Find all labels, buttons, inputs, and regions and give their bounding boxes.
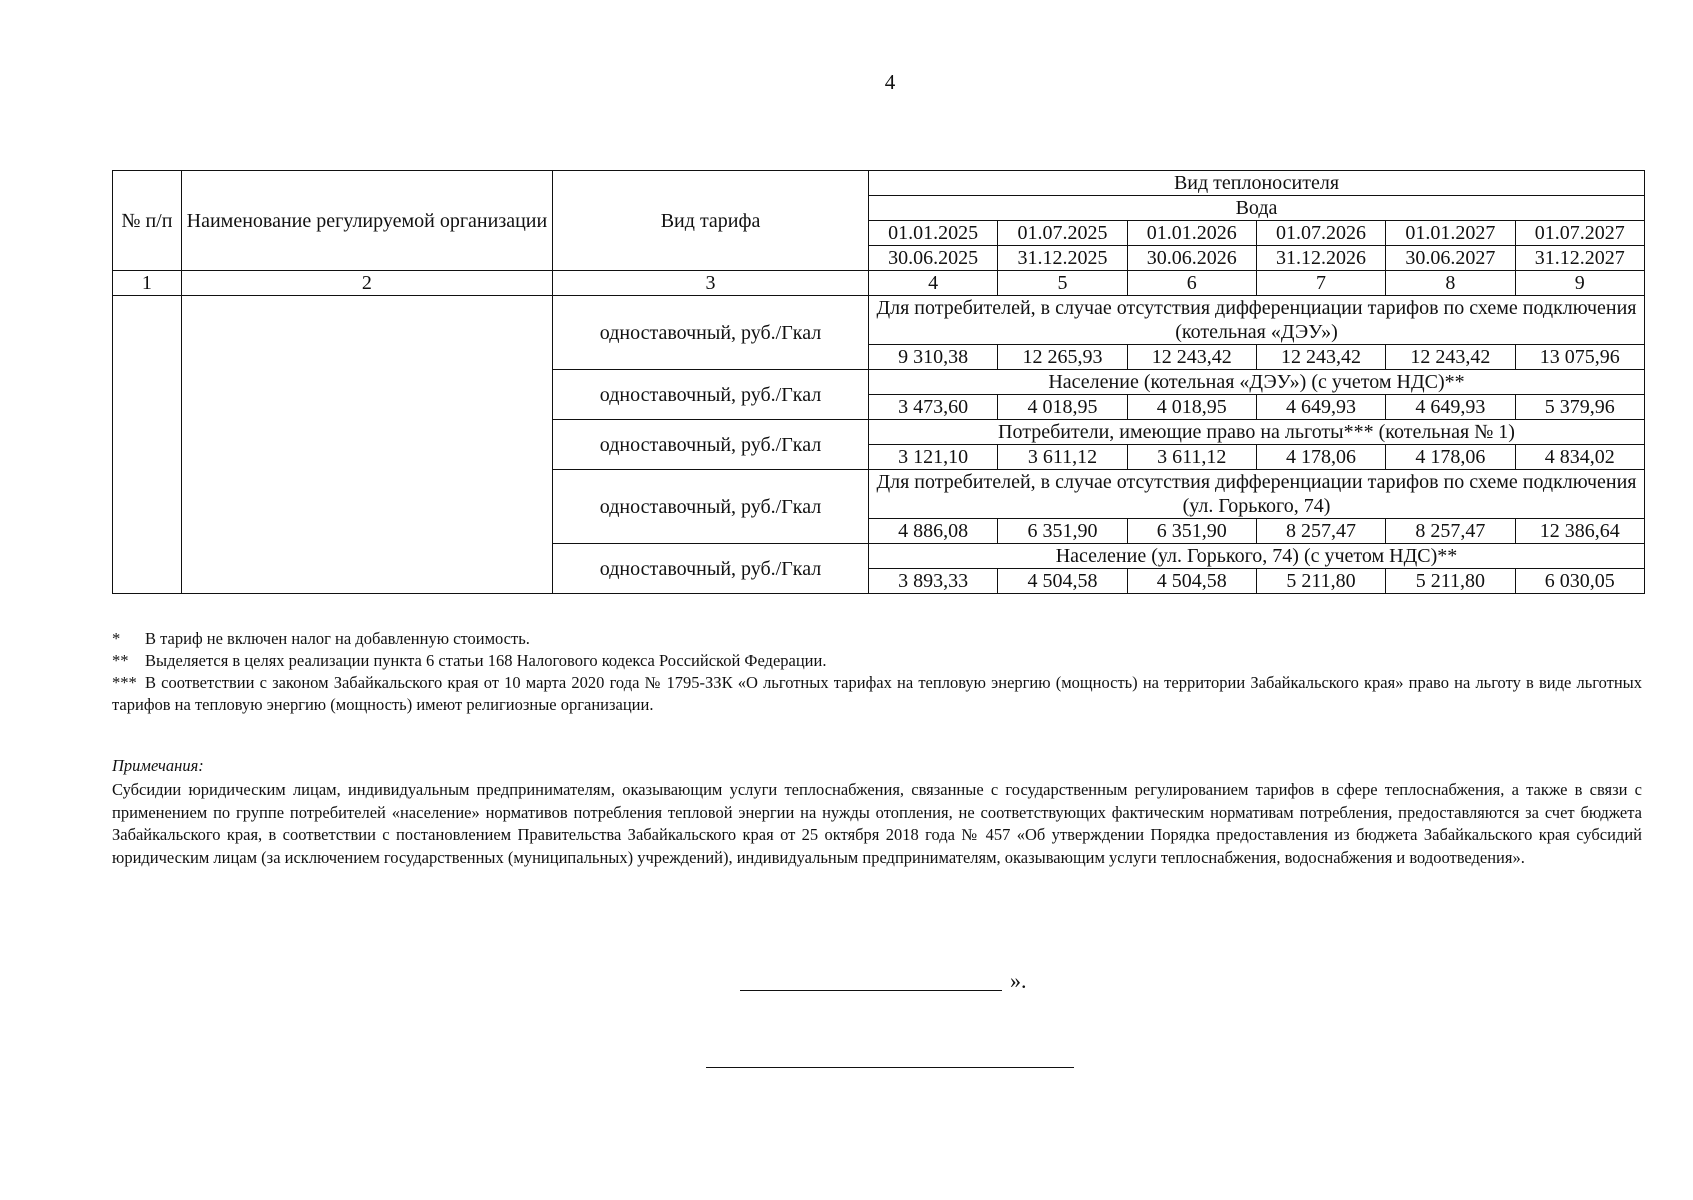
header-num: № п/п [113,171,182,271]
tariff-value: 4 018,95 [998,395,1127,420]
period-to: 30.06.2026 [1127,246,1256,271]
footnote-text: Выделяется в целях реализации пункта 6 статьи 168 Налогового кодекса Российской Федерации. [145,651,827,670]
tariff-value: 12 243,42 [1127,345,1256,370]
period-from: 01.07.2026 [1256,221,1385,246]
column-number: 5 [998,271,1127,296]
tariff-type-cell: одноставочный, руб./Гкал [553,296,869,370]
tariff-value: 3 611,12 [998,445,1127,470]
period-from: 01.01.2025 [869,221,998,246]
footnote-mark: *** [112,673,137,692]
column-number: 1 [113,271,182,296]
closing-quote: ». [1010,968,1027,993]
tariff-value: 3 611,12 [1127,445,1256,470]
tariff-value: 9 310,38 [869,345,998,370]
tariff-value: 8 257,47 [1256,519,1385,544]
tariff-value: 3 893,33 [869,569,998,594]
tariff-value: 12 243,42 [1386,345,1515,370]
tariff-value: 4 834,02 [1515,445,1645,470]
tariff-value: 12 265,93 [998,345,1127,370]
end-line [706,1067,1074,1068]
table-row [113,296,1645,345]
footnote-mark: ** [112,651,129,670]
header-water: Вода [869,196,1645,221]
tariff-value: 5 379,96 [1515,395,1645,420]
tariff-table [112,170,1645,594]
tariff-value: 4 178,06 [1386,445,1515,470]
tariff-value: 8 257,47 [1386,519,1515,544]
tariff-type-cell: одноставочный, руб./Гкал [553,544,869,594]
period-to: 31.12.2027 [1515,246,1645,271]
notes-body: Субсидии юридическим лицам, индивидуальным предпринимателям, оказывающим услуги теплоснабжения, связанные с государственным регулированием тарифов в сфере теплоснабжения, а также в связи с применением по группе потребителей «население» нормативов потребления тепловой энергии на нужды отопления, не соответствующих фактическим нормативам потребления, предоставляются за счет бюджета Забайкальского края, в соответствии с постановлением Правительства Забайкальского края от 25 октября 2018 года № 457 «Об утверждении Порядка предоставления из бюджета Забайкальского края субсидий юридическим лицам (за исключением государственных (муниципальных) учреждений), индивидуальным предпринимателям, оказывающим услуги теплоснабжения, водоснабжения и водоотведения». [112,780,1642,867]
tariff-value: 13 075,96 [1515,345,1645,370]
consumer-group-label: Для потребителей, в случае отсутствия дифференциации тарифов по схеме подключения (котельная «ДЭУ») [869,296,1645,345]
tariff-value: 6 351,90 [998,519,1127,544]
column-number: 6 [1127,271,1256,296]
consumer-group-label: Потребители, имеющие право на льготы*** (котельная № 1) [869,420,1645,445]
column-number: 3 [553,271,869,296]
consumer-group-label: Население (ул. Горького, 74) (с учетом НДС)** [869,544,1645,569]
footnote [112,650,1642,672]
signature-line [740,990,1002,991]
tariff-type-cell: одноставочный, руб./Гкал [553,470,869,544]
period-from: 01.07.2025 [998,221,1127,246]
footnote-text: В соответствии с законом Забайкальского края от 10 марта 2020 года № 1795-ЗЗК «О льготных тарифах на тепловую энергию (мощность) на территории Забайкальского края» право на льготу в виде льготных тарифов на тепловую энергию (мощность) имеют религиозные организации. [112,673,1642,714]
page-number: 4 [884,70,896,94]
period-from: 01.07.2027 [1515,221,1645,246]
tariff-value: 4 504,58 [998,569,1127,594]
tariff-value: 4 649,93 [1256,395,1385,420]
header-carrier: Вид теплоносителя [869,171,1645,196]
tariff-value: 12 243,42 [1256,345,1385,370]
period-from: 01.01.2027 [1386,221,1515,246]
tariff-value: 4 649,93 [1386,395,1515,420]
period-to: 30.06.2027 [1386,246,1515,271]
org-name-cell [181,296,552,594]
consumer-group-label: Население (котельная «ДЭУ») (с учетом НДС)** [869,370,1645,395]
tariff-value: 3 473,60 [869,395,998,420]
period-to: 30.06.2025 [869,246,998,271]
tariff-value: 6 351,90 [1127,519,1256,544]
header-org: Наименование регулируемой организации [181,171,552,271]
footnote-text: В тариф не включен налог на добавленную стоимость. [145,629,530,648]
consumer-group-label: Для потребителей, в случае отсутствия дифференциации тарифов по схеме подключения (ул. Горького, 74) [869,470,1645,519]
notes-title: Примечания: [112,756,204,775]
tariff-value: 4 018,95 [1127,395,1256,420]
tariff-value: 5 211,80 [1386,569,1515,594]
footnote [112,628,1642,650]
column-number: 9 [1515,271,1645,296]
period-to: 31.12.2026 [1256,246,1385,271]
tariff-value: 4 178,06 [1256,445,1385,470]
tariff-value: 5 211,80 [1256,569,1385,594]
tariff-value: 12 386,64 [1515,519,1645,544]
column-number: 2 [181,271,552,296]
tariff-value: 4 886,08 [869,519,998,544]
column-number: 4 [869,271,998,296]
header-tariff-type: Вид тарифа [553,171,869,271]
column-number: 8 [1386,271,1515,296]
footnote-mark: * [112,629,121,648]
tariff-value: 4 504,58 [1127,569,1256,594]
column-number: 7 [1256,271,1385,296]
tariff-type-cell: одноставочный, руб./Гкал [553,370,869,420]
period-to: 31.12.2025 [998,246,1127,271]
tariff-value: 3 121,10 [869,445,998,470]
period-from: 01.01.2026 [1127,221,1256,246]
tariff-value: 6 030,05 [1515,569,1645,594]
footnote [112,672,1642,716]
row-num-cell [113,296,182,594]
tariff-type-cell: одноставочный, руб./Гкал [553,420,869,470]
